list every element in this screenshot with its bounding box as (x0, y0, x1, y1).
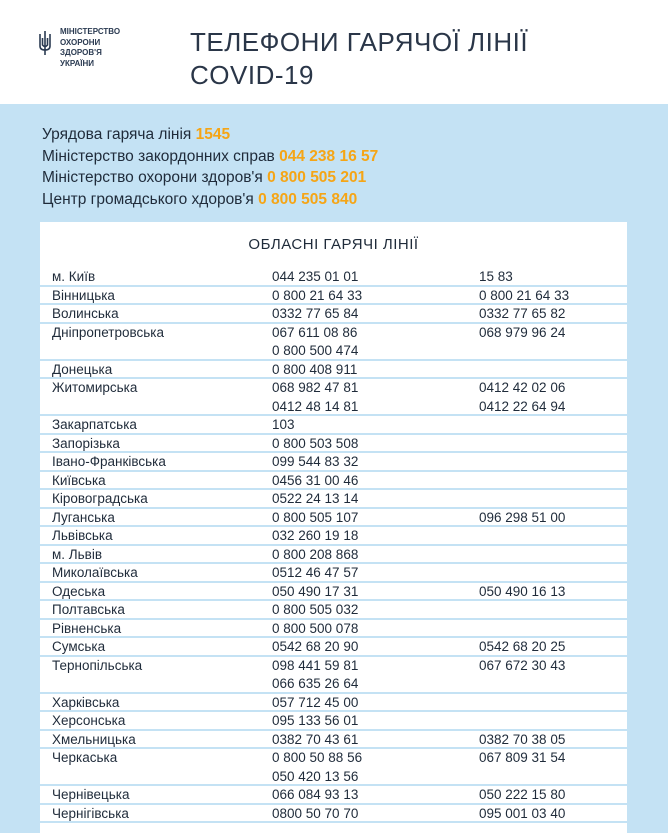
table-row (40, 490, 627, 509)
table-row (40, 305, 627, 324)
region-name: Київська (52, 472, 106, 488)
table-row-line (40, 398, 627, 417)
phone-number: 050 490 17 31 (272, 583, 359, 599)
table-row-line (40, 268, 627, 287)
phone-number: 0 800 505 107 (272, 509, 359, 525)
phone-number: 0 800 505 032 (272, 602, 359, 617)
table-row-line (40, 342, 627, 361)
region-name: Херсонська (52, 713, 126, 728)
table-row (40, 509, 627, 528)
table-row-line (40, 768, 627, 787)
phone-number-alt: 0412 22 64 94 (479, 398, 566, 414)
hotline-row (42, 124, 378, 146)
region-name: Запорізька (52, 435, 120, 451)
phone-number: 0 800 408 911 (272, 361, 358, 377)
table-row (40, 546, 627, 565)
phone-number-alt: 0542 68 20 25 (479, 639, 566, 654)
ministry-logo-text (60, 27, 120, 69)
phone-number-alt: 067 672 30 43 (479, 657, 566, 673)
phone-number: 066 635 26 64 (272, 676, 359, 691)
table-row-line (40, 712, 627, 731)
ministry-line: ОХОРОНИ (60, 37, 101, 47)
phone-number-alt: 050 490 16 13 (479, 583, 566, 599)
regional-table (40, 268, 627, 823)
table-row-line (40, 453, 627, 472)
region-name: Івано-Франківська (52, 454, 166, 469)
table-row-line (40, 694, 627, 713)
ministry-line: ЗДОРОВ'Я (60, 48, 102, 57)
title-line: ТЕЛЕФОНИ ГАРЯЧОЇ ЛІНІЇ (190, 27, 529, 57)
table-row (40, 731, 627, 750)
phone-number: 066 084 93 13 (272, 787, 359, 802)
phone-number: 057 712 45 00 (272, 694, 359, 710)
region-name: Донецька (52, 361, 113, 377)
phone-number: 0800 50 70 70 (272, 805, 359, 821)
phone-number: 068 982 47 81 (272, 380, 359, 395)
phone-number: 0382 70 43 61 (272, 731, 359, 747)
table-row-line (40, 675, 627, 694)
region-name: Хмельницька (52, 731, 136, 747)
phone-number: 032 260 19 18 (272, 528, 359, 543)
phone-number: 0 800 500 474 (272, 343, 359, 358)
region-name: Вінницька (52, 287, 115, 303)
table-row-line (40, 490, 627, 509)
table-row (40, 268, 627, 287)
table-row (40, 379, 627, 416)
phone-number: 0522 24 13 14 (272, 491, 359, 506)
table-row (40, 324, 627, 361)
table-row (40, 435, 627, 454)
phone-number: 095 133 56 01 (272, 713, 359, 728)
table-row-line (40, 620, 627, 639)
table-row (40, 361, 627, 380)
region-name: м. Київ (52, 269, 96, 284)
phone-number: 099 544 83 32 (272, 454, 359, 469)
phone-number: 067 611 08 86 (272, 324, 358, 340)
table-row (40, 527, 627, 546)
hotline-row (42, 146, 378, 168)
table-row (40, 638, 627, 657)
region-name: Тернопільська (52, 657, 143, 673)
table-row (40, 749, 627, 786)
title-line: COVID-19 (190, 60, 314, 90)
table-row (40, 583, 627, 602)
phone-number: 0 800 503 508 (272, 435, 359, 451)
region-name: Сумська (52, 639, 106, 654)
region-name: Дніпропетровська (52, 324, 165, 340)
table-row (40, 453, 627, 472)
region-name: Кіровоградська (52, 491, 148, 506)
region-name: Закарпатська (52, 417, 137, 432)
table-row-line (40, 731, 627, 750)
hotline-label: Міністерство закордонних справ (42, 147, 280, 165)
ukraine-trident-icon (38, 30, 52, 56)
hotline-number: 1545 (195, 126, 231, 143)
phone-number-alt: 15 83 (479, 269, 513, 284)
table-row (40, 564, 627, 583)
phone-number: 044 235 01 01 (272, 269, 359, 284)
table-row (40, 786, 627, 805)
phone-number: 103 (272, 417, 295, 432)
region-name: Миколаївська (52, 565, 138, 580)
hotline-row (42, 189, 378, 211)
phone-number: 098 441 59 81 (272, 657, 359, 673)
table-row-line (40, 657, 627, 676)
region-name: Луганська (52, 509, 115, 525)
region-name: Одеська (52, 583, 106, 599)
phone-number: 0512 46 47 57 (272, 565, 359, 580)
hotline-row (42, 167, 378, 189)
region-name: Чернівецька (52, 787, 130, 802)
phone-number: 0412 48 14 81 (272, 398, 359, 414)
regional-title: ОБЛАСНІ ГАРЯЧІ ЛІНІЇ (248, 236, 419, 253)
national-hotlines (42, 124, 378, 210)
phone-number: 0542 68 20 90 (272, 639, 359, 654)
phone-number: 0 800 50 88 56 (272, 750, 363, 765)
phone-number: 0 800 21 64 33 (272, 287, 363, 303)
table-row-line (40, 601, 627, 620)
region-name: Львівська (52, 528, 113, 543)
region-name: Полтавська (52, 602, 125, 617)
table-row-line (40, 786, 627, 805)
table-row-line (40, 361, 627, 380)
table-row-line (40, 527, 627, 546)
phone-number-alt: 067 809 31 54 (479, 750, 566, 765)
table-row-line (40, 472, 627, 491)
region-name: Харківська (52, 694, 120, 710)
table-row-line (40, 749, 627, 768)
table-row (40, 657, 627, 694)
hotline-label: Урядова гаряча лінія (42, 126, 196, 143)
header (0, 0, 668, 104)
table-row-line (40, 509, 627, 528)
table-row-line (40, 564, 627, 583)
table-row-line (40, 305, 627, 324)
table-row (40, 416, 627, 435)
regional-hotlines-card (40, 222, 627, 833)
table-row-line (40, 583, 627, 602)
region-name: Чернігівська (52, 805, 129, 821)
region-name: Черкаська (52, 750, 118, 765)
table-row (40, 472, 627, 491)
phone-number-alt: 050 222 15 80 (479, 787, 566, 802)
ministry-line: МІНІСТЕРСТВО (60, 27, 121, 36)
table-row-line (40, 435, 627, 454)
table-row-line (40, 324, 627, 343)
hotline-number: 0 800 505 201 (267, 169, 367, 186)
hotline-label: Центр громадського хдоров'я (42, 190, 259, 208)
table-row-line (40, 379, 627, 398)
table-row (40, 805, 627, 824)
table-row-line (40, 546, 627, 565)
hotline-number: 0 800 505 840 (258, 190, 358, 208)
phone-number-alt: 095 001 03 40 (479, 805, 566, 821)
phone-number-alt: 0332 77 65 82 (479, 306, 566, 321)
phone-number-alt: 068 979 96 24 (479, 324, 566, 340)
region-name: м. Львів (52, 546, 103, 562)
phone-number: 0 800 208 868 (272, 546, 359, 562)
region-name: Волинська (52, 306, 119, 321)
ministry-line: УКРАЇНИ (60, 58, 95, 68)
phone-number: 0456 31 00 46 (272, 472, 359, 488)
table-row-line (40, 805, 627, 824)
region-name: Житомирська (52, 380, 138, 395)
hotline-label: Міністерство охорони здоров'я (42, 169, 268, 186)
table-row (40, 601, 627, 620)
region-name: Рівненська (52, 620, 122, 636)
phone-number-alt: 096 298 51 00 (479, 509, 566, 525)
phone-number: 0332 77 65 84 (272, 306, 359, 321)
phone-number: 050 420 13 56 (272, 768, 359, 784)
phone-number-alt: 0412 42 02 06 (479, 380, 566, 395)
phone-number: 0 800 500 078 (272, 620, 359, 636)
hotline-number: 044 238 16 57 (279, 147, 379, 165)
table-row (40, 712, 627, 731)
table-row-line (40, 416, 627, 435)
table-row-line (40, 638, 627, 657)
table-row (40, 694, 627, 713)
table-row (40, 287, 627, 306)
phone-number-alt: 0382 70 38 05 (479, 731, 566, 747)
phone-number-alt: 0 800 21 64 33 (479, 287, 570, 303)
table-row (40, 620, 627, 639)
table-row-line (40, 287, 627, 306)
page-title (190, 26, 528, 92)
